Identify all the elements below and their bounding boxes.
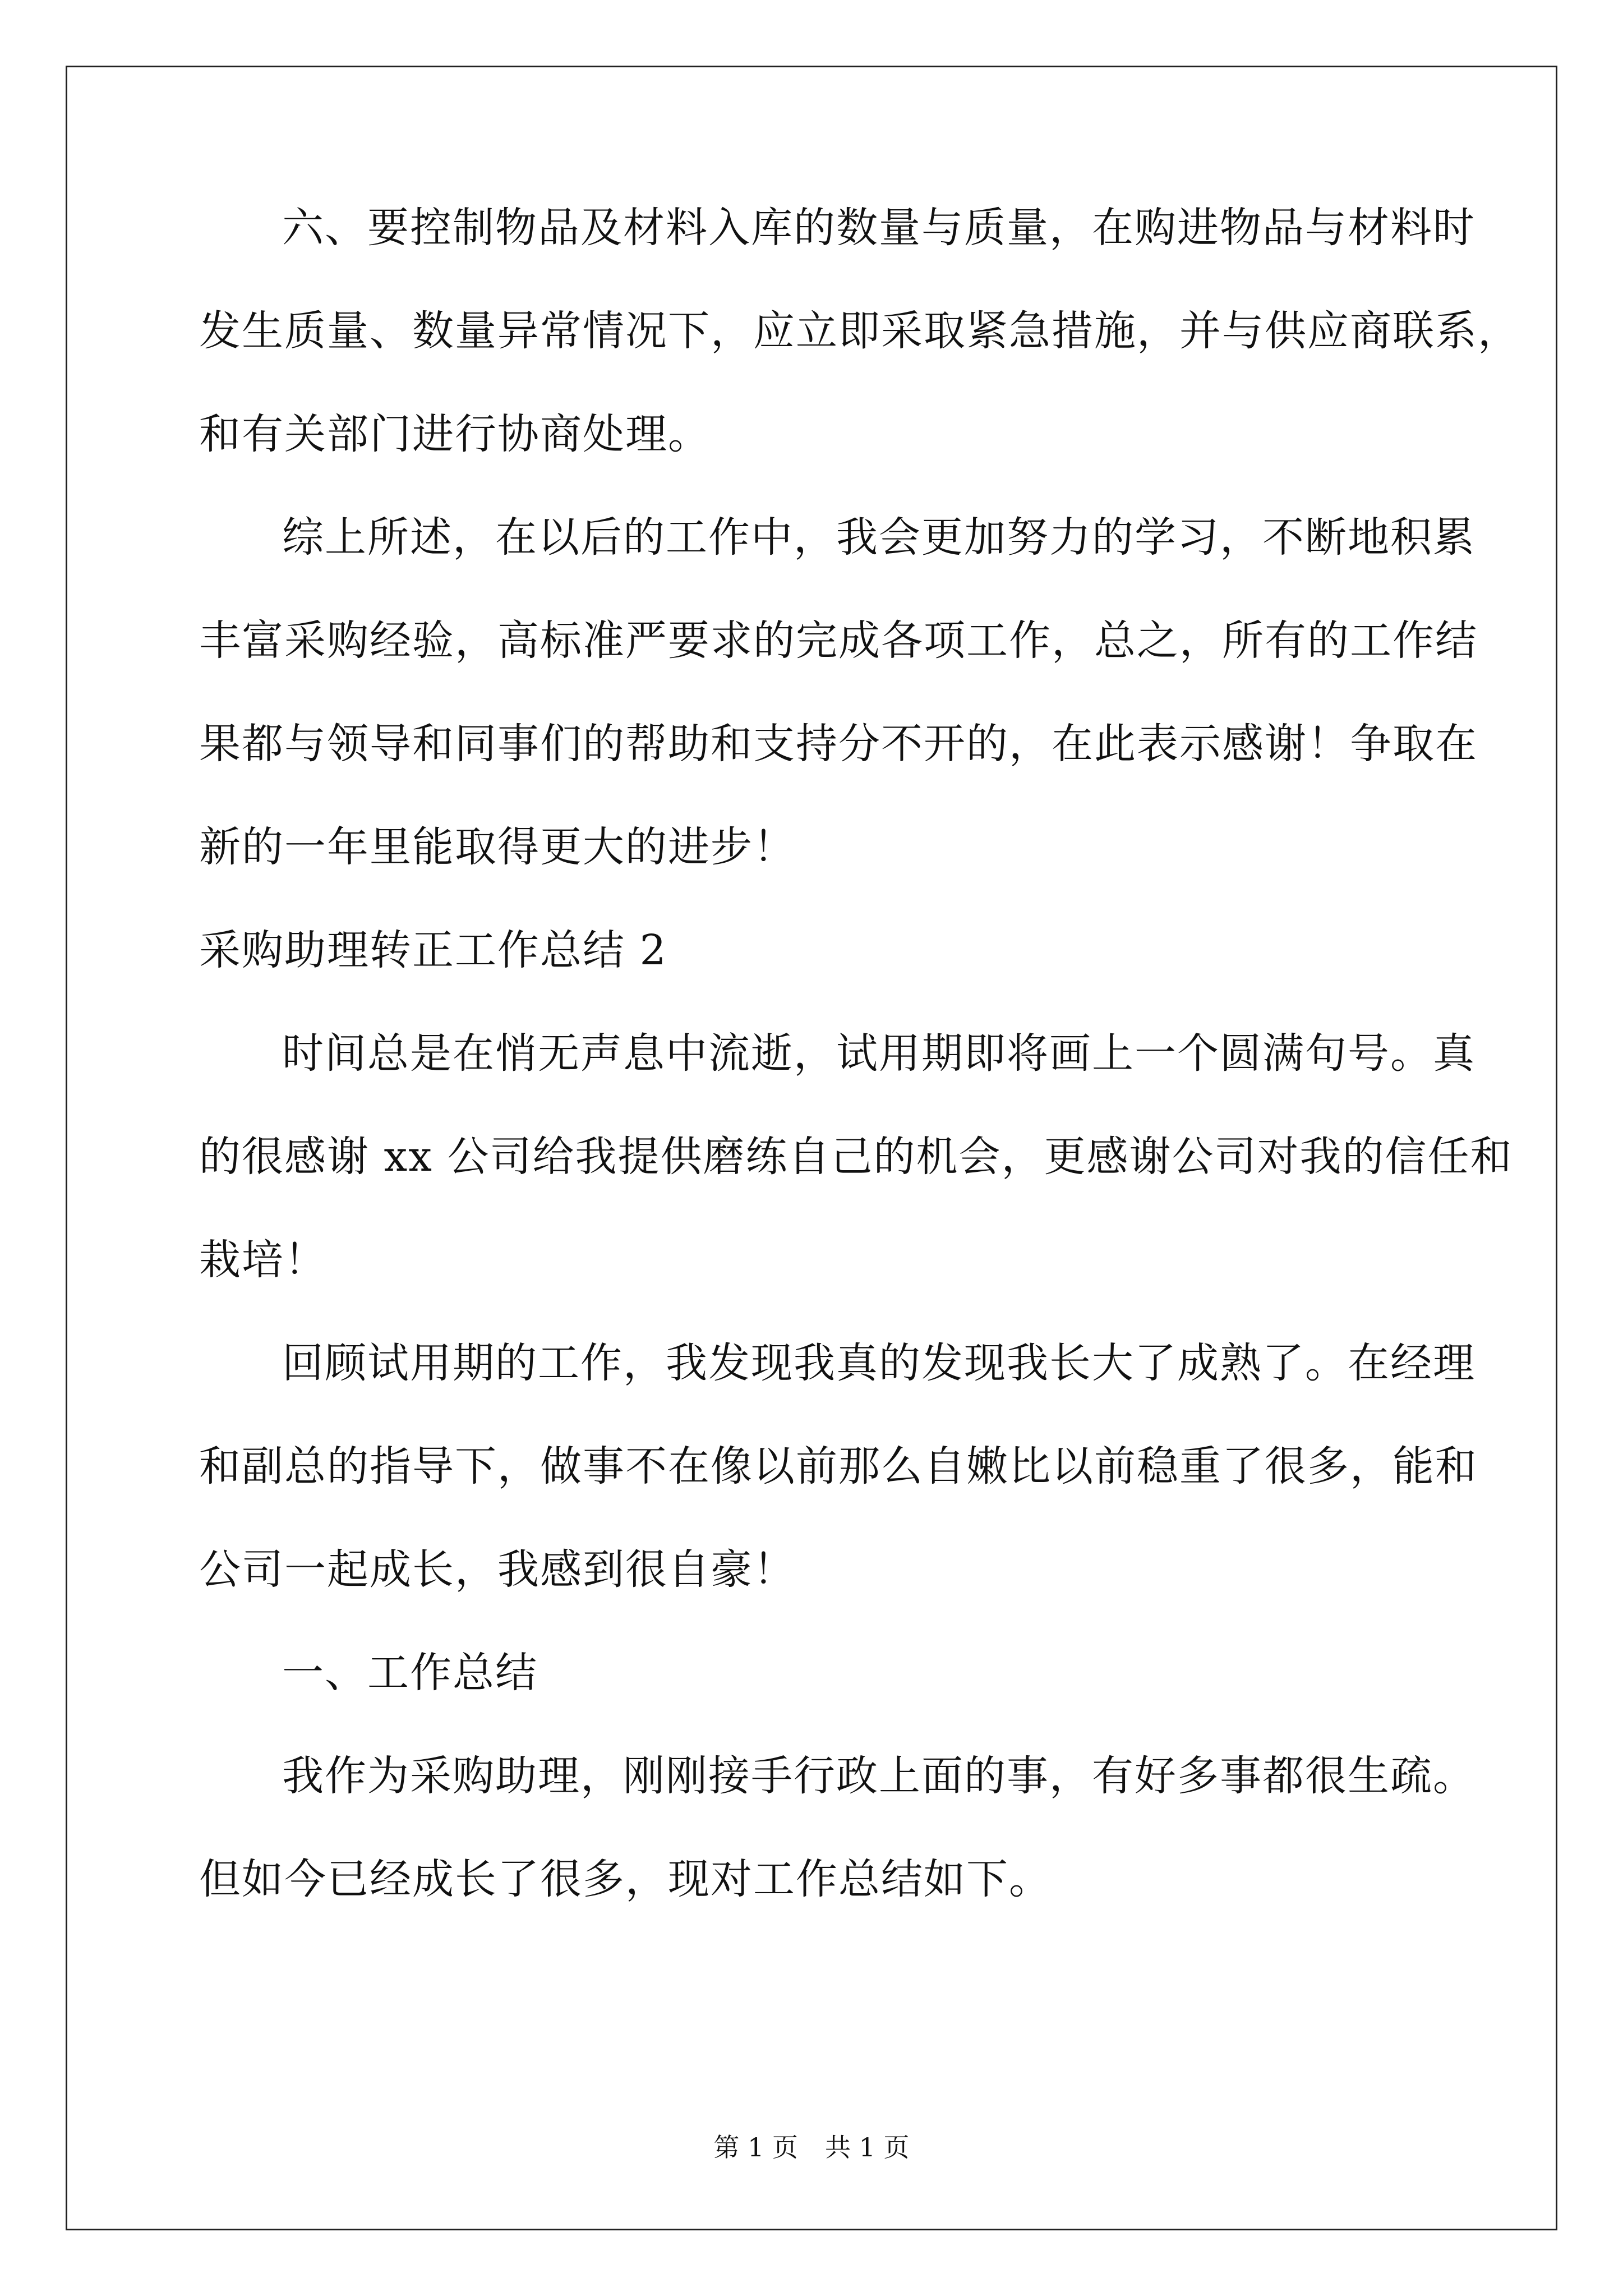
paragraph-line: 综上所述，在以后的工作中，我会更加努力的学习，不断地积累 [282,513,1476,562]
paragraph-line: 新的一年里能取得更大的进步！ [199,823,796,871]
page-number: 第 1 页 [713,2132,798,2162]
document-body [199,202,1520,1957]
paragraph-line: 丰富采购经验，高标准严要求的完成各项工作，总之，所有的工作结 [199,616,1478,665]
paragraph-line: 和有关部门进行协商处理。 [199,410,711,458]
paragraph-line: 回顾试用期的工作，我发现我真的发现我长大了成熟了。在经理 [282,1339,1476,1387]
page-footer [0,2132,1623,2163]
paragraph-line: 公司一起成长，我感到很自豪！ [199,1545,796,1594]
paragraph-line: 但如今已经成长了很多，现对工作总结如下。 [199,1855,1052,1903]
section-heading: 采购助理转正工作总结 2 [199,926,667,974]
paragraph-line: 栽培！ [199,1236,327,1284]
paragraph-line: 我作为采购助理，刚刚接手行政上面的事，有好多事都很生疏。 [282,1752,1476,1800]
paragraph-line: 的很感谢 xx 公司给我提供磨练自己的机会，更感谢公司对我的信任和 [199,1133,1513,1181]
paragraph-line: 六、要控制物品及材料入库的数量与质量，在购进物品与材料时 [282,204,1476,252]
paragraph-line: 果都与领导和同事们的帮助和支持分不开的，在此表示感谢！争取在 [199,720,1478,768]
paragraph-line: 和副总的指导下，做事不在像以前那么自嫩比以前稳重了很多，能和 [199,1442,1478,1490]
subsection-heading: 一、工作总结 [282,1649,538,1697]
paragraph-line: 发生质量、数量异常情况下，应立即采取紧急措施，并与供应商联系， [199,307,1520,355]
paragraph-line: 时间总是在悄无声息中流逝，试用期即将画上一个圆满句号。真 [282,1029,1476,1078]
page-total: 共 1 页 [825,2132,910,2162]
